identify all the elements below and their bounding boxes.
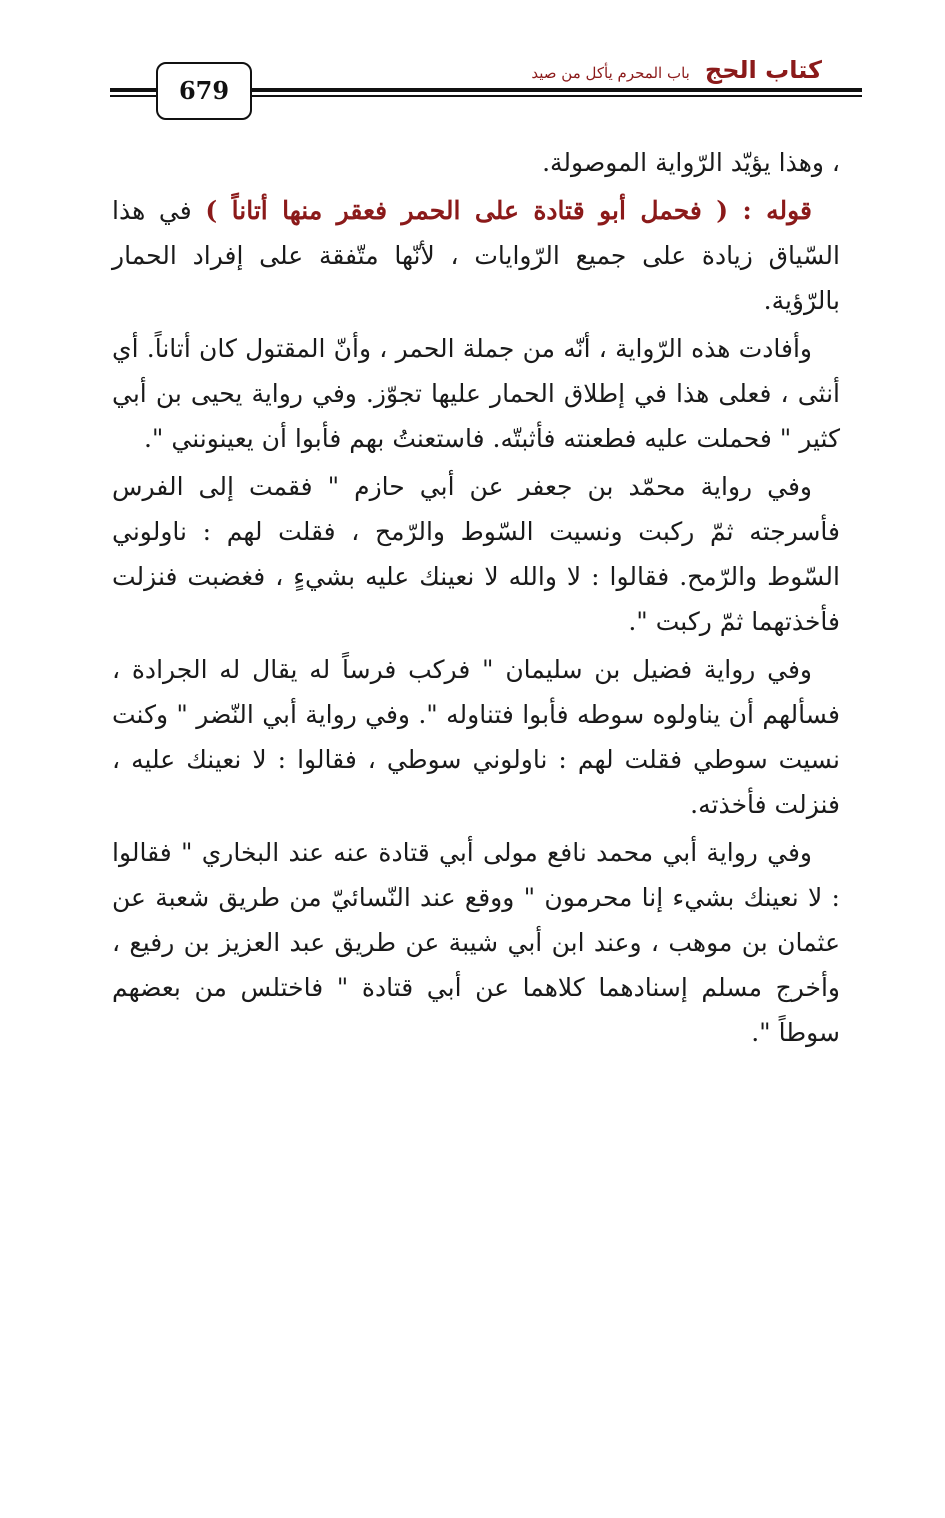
page-number: 679	[156, 62, 252, 120]
chapter-title: باب المحرم يأكل من صيد	[531, 64, 690, 82]
paragraph-5: وفي رواية فضيل بن سليمان " فركب فرساً له يقال له الجرادة ، فسألهم أن يناولوه سوطه فأبوا فتناوله ". وفي رواية أبي النّضر " وكنت نسيت سوطي فقلت لهم : ناولوني سوطي ، فقالوا : لا نعينك عليه ، فنزلت فأخذته.	[112, 655, 840, 819]
paragraph-3: وأفادت هذه الرّواية ، أنّه من جملة الحمر ، وأنّ المقتول كان أتاناً. أي أنثى ، فعلى هذا في إطلاق الحمار عليها تجوّز. وفي رواية يحيى بن أبي كثير " فحملت عليه فطعنته فأثبتّه. فاستعنتُ بهم فأبوا أن يعينونني ".	[112, 334, 840, 453]
page-header	[110, 52, 862, 122]
paragraph-6: وفي رواية أبي محمد نافع مولى أبي قتادة عنه عند البخاري " فقالوا : لا نعينك بشيء إنا محرمون " ووقع عند النّسائيّ من طريق شعبة عن عثمان بن موهب ، وعند ابن أبي شيبة عن طريق عبد العزيز بن رفيع ، وأخرج مسلم إسنادهما كلاهما عن أبي قتادة " فاختلس من بعضهم سوطاً ".	[112, 838, 840, 1047]
book-title: كتاب الحج	[704, 56, 822, 84]
paragraph-1: ، وهذا يؤيّد الرّواية الموصولة.	[542, 148, 840, 177]
paragraph-4: وفي رواية محمّد بن جعفر عن أبي حازم " فقمت إلى الفرس فأسرجته ثمّ ركبت ونسيت السّوط والرّمح ، فقلت لهم : ناولوني السّوط والرّمح. فقالوا : لا والله لا نعينك عليه بشيءٍ ، فغضبت فنزلت فأخذتهما ثمّ ركبت ".	[112, 472, 840, 636]
paragraph-2-text: في هذا السّياق زيادة على جميع الرّوايات ، لأنّها متّفقة على إفراد الحمار بالرّؤية.	[112, 196, 840, 315]
header-titles	[531, 56, 822, 84]
quoted-hadith-phrase: قوله : ( فحمل أبو قتادة على الحمر فعقر منها أتاناً )	[205, 196, 813, 225]
paragraph-2	[112, 188, 840, 323]
main-text	[112, 140, 840, 1058]
